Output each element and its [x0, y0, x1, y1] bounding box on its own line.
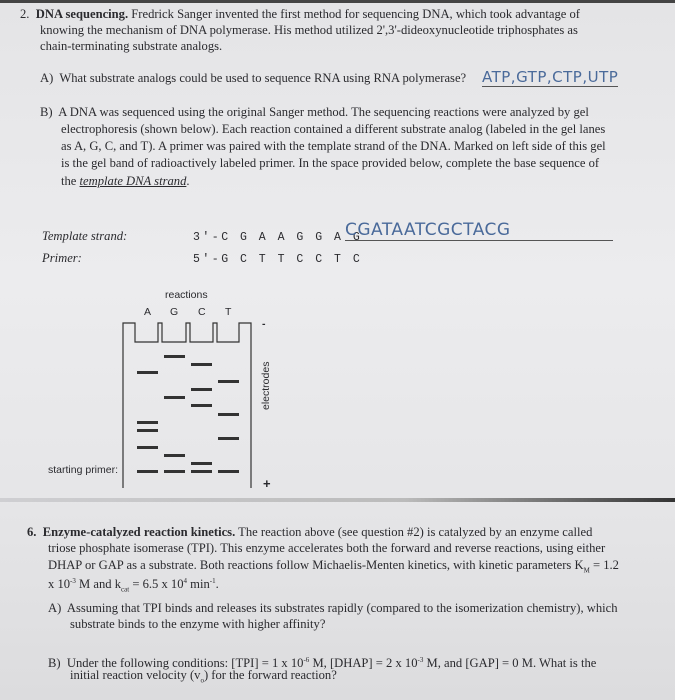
- minus-electrode: -: [262, 318, 266, 330]
- electrodes-label: electrodes: [260, 361, 272, 410]
- gel-band-t: [218, 413, 239, 416]
- q2b-line2: electrophoresis (shown below). Each reaction contained a different substrate analog (labeled in the gel lanes: [61, 122, 606, 136]
- q6a-text: Assuming that TPI binds and releases its substrates rapidly (compared to the isomerization chemistry), which: [66, 601, 618, 615]
- page-divider: [0, 498, 675, 502]
- q6b-line2-a: initial reaction velocity (v: [70, 668, 201, 682]
- primer-sequence: 5'-G C T T C C T C: [193, 253, 363, 266]
- gel-band-g: [164, 355, 185, 358]
- gel-band-c: [191, 404, 212, 407]
- q2b-line4: is the gel band of radioactively labeled primer. In the space provided below, complete the base sequence of: [61, 156, 600, 170]
- q6-sup1: -3: [70, 577, 76, 585]
- q6b-label: B): [48, 656, 61, 671]
- lane-label-a: A: [144, 306, 152, 318]
- reactions-label: reactions: [165, 289, 208, 301]
- q6-line4-a: x 10: [48, 577, 71, 592]
- q2b-line1: [40, 105, 589, 120]
- q6b-sup1: -6: [303, 656, 310, 664]
- q6a-line2: substrate binds to the enzyme with higher affinity?: [70, 617, 326, 631]
- q6-line4-c: = 6.5 x 10: [129, 577, 184, 592]
- gel-band-g: [164, 396, 185, 399]
- q6b-sup2: -3: [417, 656, 424, 664]
- template-sequence: 3'-C G A A G G A G: [193, 231, 363, 244]
- q6b-text-c: M, and [GAP] = 0 M. What is the: [423, 656, 597, 671]
- q6-sup3: -1: [209, 577, 216, 585]
- starting-primer-band: [137, 470, 158, 473]
- starting-primer-band: [164, 470, 185, 473]
- q6-line4-e: .: [215, 577, 219, 592]
- gel-band-a: [137, 446, 158, 449]
- lane-label-g: G: [170, 306, 179, 318]
- lane-label-c: C: [198, 306, 206, 318]
- v0-subscript: o: [200, 676, 204, 685]
- q2-line2: knowing the mechanism of DNA polymerase. His method utilized 2',3'-dideoxynucleotide triphosphates as: [40, 23, 578, 37]
- km-subscript: M: [583, 566, 590, 575]
- q2-text: Fredrick Sanger invented the first method for sequencing DNA, which took advantage of: [131, 7, 580, 21]
- gel-band-c: [191, 388, 212, 391]
- q6-text: The reaction above (see question #2) is catalyzed by an enzyme called: [238, 525, 593, 539]
- q6-line4-d: min: [187, 577, 210, 592]
- gel-band-g: [164, 454, 185, 457]
- q6b-text-a: Under the following conditions: [TPI] = 1 x 10: [66, 656, 304, 671]
- gel-band-a: [137, 371, 158, 374]
- q6-sup2: 4: [183, 577, 188, 585]
- q2b-line5-suffix: .: [186, 174, 190, 188]
- q6-line3-text: DHAP or GAP as a substrate. Both reactions follow Michaelis-Menten kinetics, with kinetic parameters K: [48, 558, 584, 572]
- template-strand-label: Template strand:: [42, 229, 128, 243]
- q6-line4-b: M and k: [75, 577, 122, 592]
- q2b-emphasis: template DNA strand: [79, 174, 187, 188]
- starting-primer-band: [191, 470, 212, 473]
- gel-band-c: [191, 363, 212, 366]
- q2b-line5-prefix: the: [61, 174, 77, 188]
- kcat-subscript: cat: [121, 585, 130, 594]
- km-value: = 1.2: [589, 558, 619, 572]
- starting-primer-band: [218, 470, 239, 473]
- primer-label: Primer:: [42, 251, 82, 265]
- page-edge-shadow: [0, 0, 675, 3]
- q2a-text: What substrate analogs could be used to sequence RNA using RNA polymerase?: [59, 71, 467, 85]
- gel-band-a: [137, 429, 158, 432]
- q2a-question: [40, 71, 466, 86]
- starting-primer-label: starting primer:: [48, 464, 119, 476]
- template-handwritten-answer: CGATAATCGCTACG: [345, 220, 613, 241]
- q2-line3: chain-terminating substrate analogs.: [40, 39, 223, 53]
- q6b-line2-b: ) for the forward reaction?: [203, 668, 337, 682]
- plus-electrode: +: [263, 476, 271, 491]
- q2-number: 2.: [20, 7, 30, 21]
- q2-line1: [20, 7, 580, 22]
- q6-title: Enzyme-catalyzed reaction kinetics.: [42, 525, 236, 539]
- q6-line2: triose phosphate isomerase (TPI). This enzyme accelerates both the forward and reverse reactions, using either: [48, 541, 606, 555]
- gel-band-a: [137, 421, 158, 424]
- q2b-text: A DNA was sequenced using the original Sanger method. The sequencing reactions were analyzed by gel: [58, 105, 589, 119]
- q2b-label: B): [40, 105, 53, 119]
- gel-band-c: [191, 462, 212, 465]
- q2a-handwritten-answer: ATP,GTP,CTP,UTP: [482, 68, 619, 86]
- q6b-line2: [70, 668, 337, 689]
- gel-band-t: [218, 437, 239, 440]
- lane-label-t: T: [225, 306, 232, 318]
- q6-line4: [48, 574, 219, 598]
- q6a-line1: [48, 601, 618, 616]
- q6a-label: A): [48, 601, 62, 615]
- q6-number: 6.: [27, 525, 37, 539]
- q6-line1: [27, 525, 592, 540]
- q2-title: DNA sequencing.: [35, 7, 129, 21]
- q2a-label: A): [40, 71, 54, 85]
- q6b-text-b: M, [DHAP] = 2 x 10: [309, 656, 418, 671]
- q2b-line3: as A, G, C, and T). A primer was paired with the template strand of the DNA. Marked on left side of this gel: [61, 139, 606, 153]
- gel-band-t: [218, 380, 239, 383]
- q2b-line5: [61, 174, 190, 189]
